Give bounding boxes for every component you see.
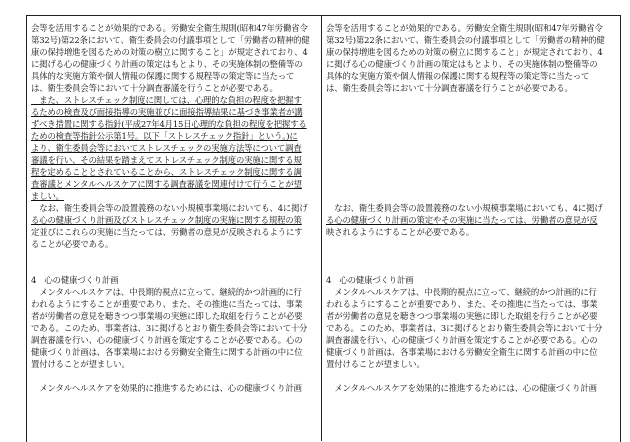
text-line: 者が労働者の意見を聴きつつ事業場の実態に即した取組を行うことが必要 bbox=[326, 311, 598, 321]
text-line-underlined: 査審議とメンタルヘルスケアに関する調査審議を関連付けて行うことが望 bbox=[31, 179, 302, 189]
text-line: 調査審議を行い、心の健康づくり計画を策定することが必要である。心の bbox=[326, 335, 598, 345]
paragraph-council-usage bbox=[326, 22, 614, 94]
text-line-underlined: ずべき措置に関する指針(平成27年4月15日心理的な負担の程度を把握する bbox=[31, 119, 307, 129]
text-line: 康の保持増進を図るための対策の樹立に関すること」が規定されており、4 bbox=[326, 47, 603, 57]
left-column bbox=[31, 22, 317, 394]
text-line: は、衛生委員会等において十分調査審議を行うことが必要である。 bbox=[326, 83, 573, 93]
text-line: 康の保持増進を図るための対策の樹立に関すること」が規定されており、4 bbox=[31, 47, 308, 57]
text-line-underlined: ための検査等指針公示第1号。以下「ストレスチェック指針」という。)に bbox=[31, 131, 298, 141]
text-line: 健康づくり計画は、各事業場における労働安全衛生に関する計画の中に位 bbox=[31, 347, 303, 357]
text-line: 会等を活用することが効果的である。労働安全衛生規則(昭和47年労働省令 bbox=[31, 23, 308, 33]
text-line: なお、衛生委員会等の設置義務のない小規模事業場においても、4に掲げ bbox=[326, 203, 603, 213]
right-column bbox=[326, 22, 614, 394]
text-line: に掲げる心の健康づくり計画の策定はもとより、その実施体制の整備等の bbox=[31, 59, 303, 69]
text-line: 者が労働者の意見を聴きつつ事業場の実態に即した取組を行うことが必要 bbox=[31, 311, 303, 321]
paragraph-small-business bbox=[326, 202, 614, 238]
text-line: である。このため、事業者は、3に掲げるとおり衛生委員会等において十分 bbox=[326, 323, 603, 333]
text-line-underlined: 程を定めることとされていることから、ストレスチェック制度に関する調 bbox=[31, 167, 302, 177]
text-line: われるようにすることが重要であり、また、その推進に当たっては、事業 bbox=[31, 299, 303, 309]
text-line: は、衛生委員会等において十分調査審議を行うことが必要である。 bbox=[31, 83, 278, 93]
text-line: 健康づくり計画は、各事業場における労働安全衛生に関する計画の中に位 bbox=[326, 347, 598, 357]
column-divider bbox=[321, 15, 322, 441]
text-line: 映されるようにすることが必要である。 bbox=[326, 227, 475, 237]
section-heading: 4 心の健康づくり計画 bbox=[31, 275, 119, 285]
paragraph-stress-check bbox=[31, 94, 317, 202]
text-line: メンタルヘルスケアは、中長期的視点に立って、継続的かつ計画的に行 bbox=[326, 287, 597, 297]
text-line-underlined: より、衛生委員会等においてストレスチェックの実施方法等について調査 bbox=[31, 143, 302, 153]
text-line: メンタルヘルスケアを効果的に推進するためには、心の健康づくり計画 bbox=[326, 383, 597, 393]
paragraph-mental-health-plan bbox=[31, 286, 317, 370]
text-line: 第32号)第22条において、衛生委員会の付議事項として「労働者の精神的健 bbox=[326, 35, 605, 45]
text-line: 定並びにこれらの実施に当たっては、労働者の意見が反映されるようにす bbox=[31, 227, 303, 237]
text-line-underlined: る心の健康づくり計画及びストレスチェック制度の実施に関する規程の策 bbox=[31, 215, 302, 225]
text-line-underlined: るための検査及び面接指導の実施並びに面接指導結果に基づき事業者が講 bbox=[31, 107, 303, 117]
paragraph-council-usage bbox=[31, 22, 317, 94]
text-line-underlined: ましい。 bbox=[31, 191, 64, 201]
paragraph-mental-health-plan bbox=[326, 286, 614, 370]
paragraph-small-business bbox=[31, 202, 317, 250]
text-line: メンタルヘルスケアを効果的に推進するためには、心の健康づくり計画 bbox=[31, 383, 302, 393]
text-line: 調査審議を行い、心の健康づくり計画を策定することが必要である。心の bbox=[31, 335, 303, 345]
text-line: 第32号)第22条において、衛生委員会の付議事項として「労働者の精神的健 bbox=[31, 35, 310, 45]
text-line: メンタルヘルスケアは、中長期的視点に立って、継続的かつ計画的に行 bbox=[31, 287, 302, 297]
text-line: に掲げる心の健康づくり計画の策定はもとより、その実施体制の整備等の bbox=[326, 59, 598, 69]
text-line-underlined: 審議を行い、その結果を踏まえてストレスチェック制度の実施に関する規 bbox=[31, 155, 302, 165]
text-line: われるようにすることが重要であり、また、その推進に当たっては、事業 bbox=[326, 299, 598, 309]
text-line: なお、衛生委員会等の設置義務のない小規模事業場においても、4に掲げ bbox=[31, 203, 308, 213]
text-line: 会等を活用することが効果的である。労働安全衛生規則(昭和47年労働省令 bbox=[326, 23, 603, 33]
text-line-underlined: る心の健康づくり計画の策定やその実施に当たっては、労働者の意見が反 bbox=[326, 215, 598, 225]
text-line: 置付けることが望ましい。 bbox=[326, 359, 425, 369]
section-heading: 4 心の健康づくり計画 bbox=[326, 275, 414, 285]
text-line: 具体的な実施方策や個人情報の保護に関する規程等の策定等に当たって bbox=[326, 71, 590, 81]
text-line: である。このため、事業者は、3に掲げるとおり衛生委員会等において十分 bbox=[31, 323, 308, 333]
text-line: ることが必要である。 bbox=[31, 239, 114, 249]
text-line: 置付けることが望ましい。 bbox=[31, 359, 130, 369]
text-line-underlined: また、ストレスチェック制度に関しては、心理的な負担の程度を把握す bbox=[31, 95, 302, 105]
text-line: 具体的な実施方策や個人情報の保護に関する規程等の策定等に当たって bbox=[31, 71, 295, 81]
